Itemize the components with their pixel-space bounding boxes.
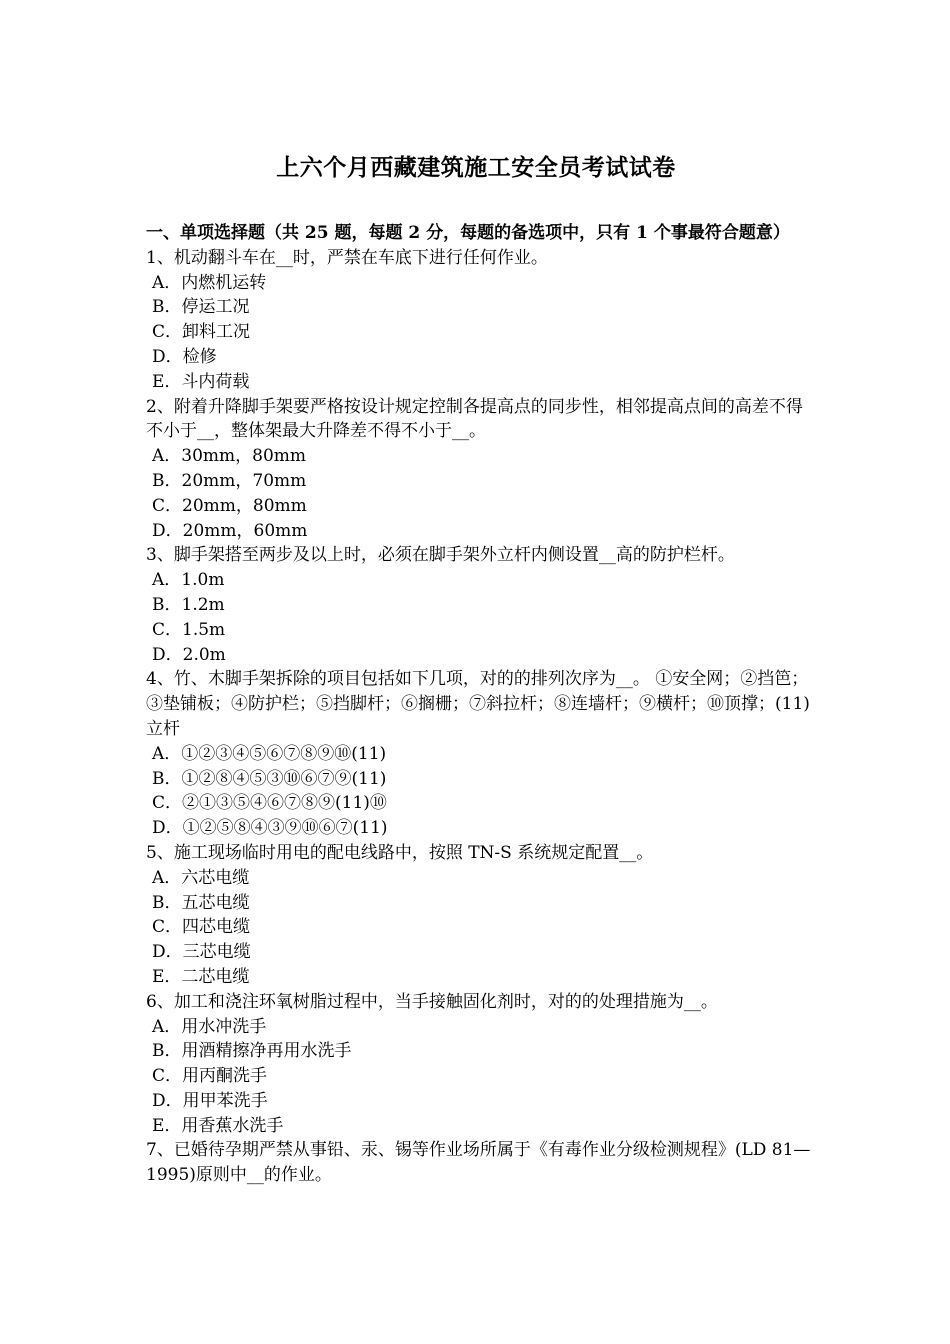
option-item (146, 1089, 818, 1114)
option-letter: B． (152, 768, 182, 789)
option-item (146, 866, 818, 891)
option-item (146, 915, 818, 940)
option-text: 内燃机运转 (181, 272, 267, 293)
question-list (146, 246, 818, 1188)
question-1 (146, 246, 818, 395)
question-stem: 5、施工现场临时用电的配电线路中，按照 TN-S 系统规定配置__。 (146, 842, 654, 863)
option-text: 卸料工况 (182, 322, 251, 343)
question-stem: 2、附着升降脚手架要严格按设计规定控制各提高点的同步性，相邻提高点间的高差不得不小于__，整体架最大升降差不得不小于__。 (146, 396, 803, 442)
option-letter: A． (152, 272, 182, 293)
option-letter: E． (152, 1115, 182, 1136)
option-text: ②①③⑤④⑥⑦⑧⑨(11)⑩ (182, 793, 387, 814)
option-text: ①②③④⑤⑥⑦⑧⑨⑩(11) (181, 743, 387, 764)
option-letter: A． (152, 446, 182, 467)
option-letter: C． (152, 917, 183, 938)
option-letter: D． (152, 346, 183, 367)
option-letter: E． (152, 966, 182, 987)
option-item (146, 643, 818, 668)
option-item (146, 816, 818, 841)
question-stem: 4、竹、木脚手架拆除的项目包括如下几项，对的的排列次序为__。 ①安全网；②挡笆；③垫铺板；④防护栏；⑤挡脚杆；⑥搁栅；⑦斜拉杆；⑧连墙杆；⑨横杆；⑩顶撑；(11)立杆 (146, 669, 810, 739)
option-text: 斗内荷载 (181, 371, 250, 392)
option-item (146, 519, 818, 544)
option-text: ①②⑤⑧④③⑨⑩⑥⑦(11) (182, 818, 388, 839)
option-text: 检修 (182, 346, 217, 367)
option-text: 20mm，60mm (182, 520, 308, 541)
option-item (146, 742, 818, 767)
question-3 (146, 543, 818, 667)
option-text: ①②⑧④⑤③⑩⑥⑦⑨(11) (181, 768, 387, 789)
question-6 (146, 990, 818, 1139)
option-item (146, 295, 818, 320)
option-text: 用酒精擦净再用水洗手 (181, 1041, 352, 1062)
option-item (146, 791, 818, 816)
option-text: 停运工况 (181, 297, 250, 318)
option-letter: B． (152, 297, 182, 318)
option-item (146, 1015, 818, 1040)
option-item (146, 271, 818, 296)
option-item (146, 370, 818, 395)
option-text: 六芯电缆 (181, 867, 250, 888)
option-letter: C． (152, 495, 183, 516)
option-letter: B． (152, 470, 182, 491)
option-text: 用香蕉水洗手 (181, 1115, 284, 1136)
option-item (146, 444, 818, 469)
option-letter: A． (152, 1016, 182, 1037)
option-item (146, 593, 818, 618)
option-letter: A． (152, 867, 182, 888)
question-4 (146, 667, 818, 841)
option-letter: D． (152, 818, 183, 839)
option-item (146, 1039, 818, 1064)
option-letter: A． (152, 570, 182, 591)
option-item (146, 940, 818, 965)
option-letter: B． (152, 1041, 182, 1062)
option-item (146, 767, 818, 792)
option-item (146, 965, 818, 990)
option-text: 20mm，80mm (182, 495, 307, 516)
option-text: 用丙酮洗手 (182, 1066, 268, 1087)
option-text: 2.0m (182, 644, 226, 665)
option-item (146, 891, 818, 916)
question-7 (146, 1138, 818, 1188)
option-text: 三芯电缆 (182, 942, 251, 963)
option-letter: E． (152, 371, 182, 392)
option-letter: B． (152, 892, 182, 913)
option-letter: C． (152, 793, 183, 814)
option-item (146, 618, 818, 643)
option-item (146, 345, 818, 370)
option-text: 1.5m (182, 619, 226, 640)
option-text: 二芯电缆 (181, 966, 250, 987)
question-stem: 6、加工和浇注环氧树脂过程中，当手接触固化剂时，对的的处理措施为__。 (146, 991, 718, 1012)
option-item (146, 1114, 818, 1139)
option-letter: D． (152, 942, 183, 963)
document-content (146, 221, 818, 1188)
question-2 (146, 395, 818, 544)
option-letter: C． (152, 322, 183, 343)
question-5 (146, 841, 818, 990)
option-text: 20mm，70mm (181, 470, 307, 491)
option-text: 1.2m (181, 594, 225, 615)
option-text: 四芯电缆 (182, 917, 251, 938)
option-item (146, 469, 818, 494)
option-letter: C． (152, 619, 183, 640)
option-letter: D． (152, 1090, 183, 1111)
option-text: 用水冲洗手 (181, 1016, 267, 1037)
option-letter: D． (152, 520, 183, 541)
option-text: 30mm，80mm (181, 446, 307, 467)
option-text: 1.0m (181, 570, 225, 591)
option-letter: A． (152, 743, 182, 764)
option-item (146, 494, 818, 519)
document-title: 上六个月西藏建筑施工安全员考试试卷 (276, 154, 676, 181)
question-stem: 1、机动翻斗车在__时，严禁在车底下进行任何作业。 (146, 247, 548, 268)
section-heading: 一、单项选择题（共 25 题，每题 2 分，每题的备选项中，只有 1 个事最符合题意） (146, 223, 790, 243)
question-stem: 7、已婚待孕期严禁从事铅、汞、锡等作业场所属于《有毒作业分级检测规程》(LD 81—1995)原则中__的作业。 (146, 1140, 811, 1186)
option-text: 五芯电缆 (181, 892, 250, 913)
option-letter: C． (152, 1066, 183, 1087)
question-stem: 3、脚手架搭至两步及以上时，必须在脚手架外立杆内侧设置__高的防护栏杆。 (146, 545, 735, 566)
option-item (146, 320, 818, 345)
option-text: 用甲苯洗手 (182, 1090, 268, 1111)
option-item (146, 1064, 818, 1089)
option-letter: B． (152, 594, 182, 615)
option-item (146, 568, 818, 593)
option-letter: D． (152, 644, 183, 665)
